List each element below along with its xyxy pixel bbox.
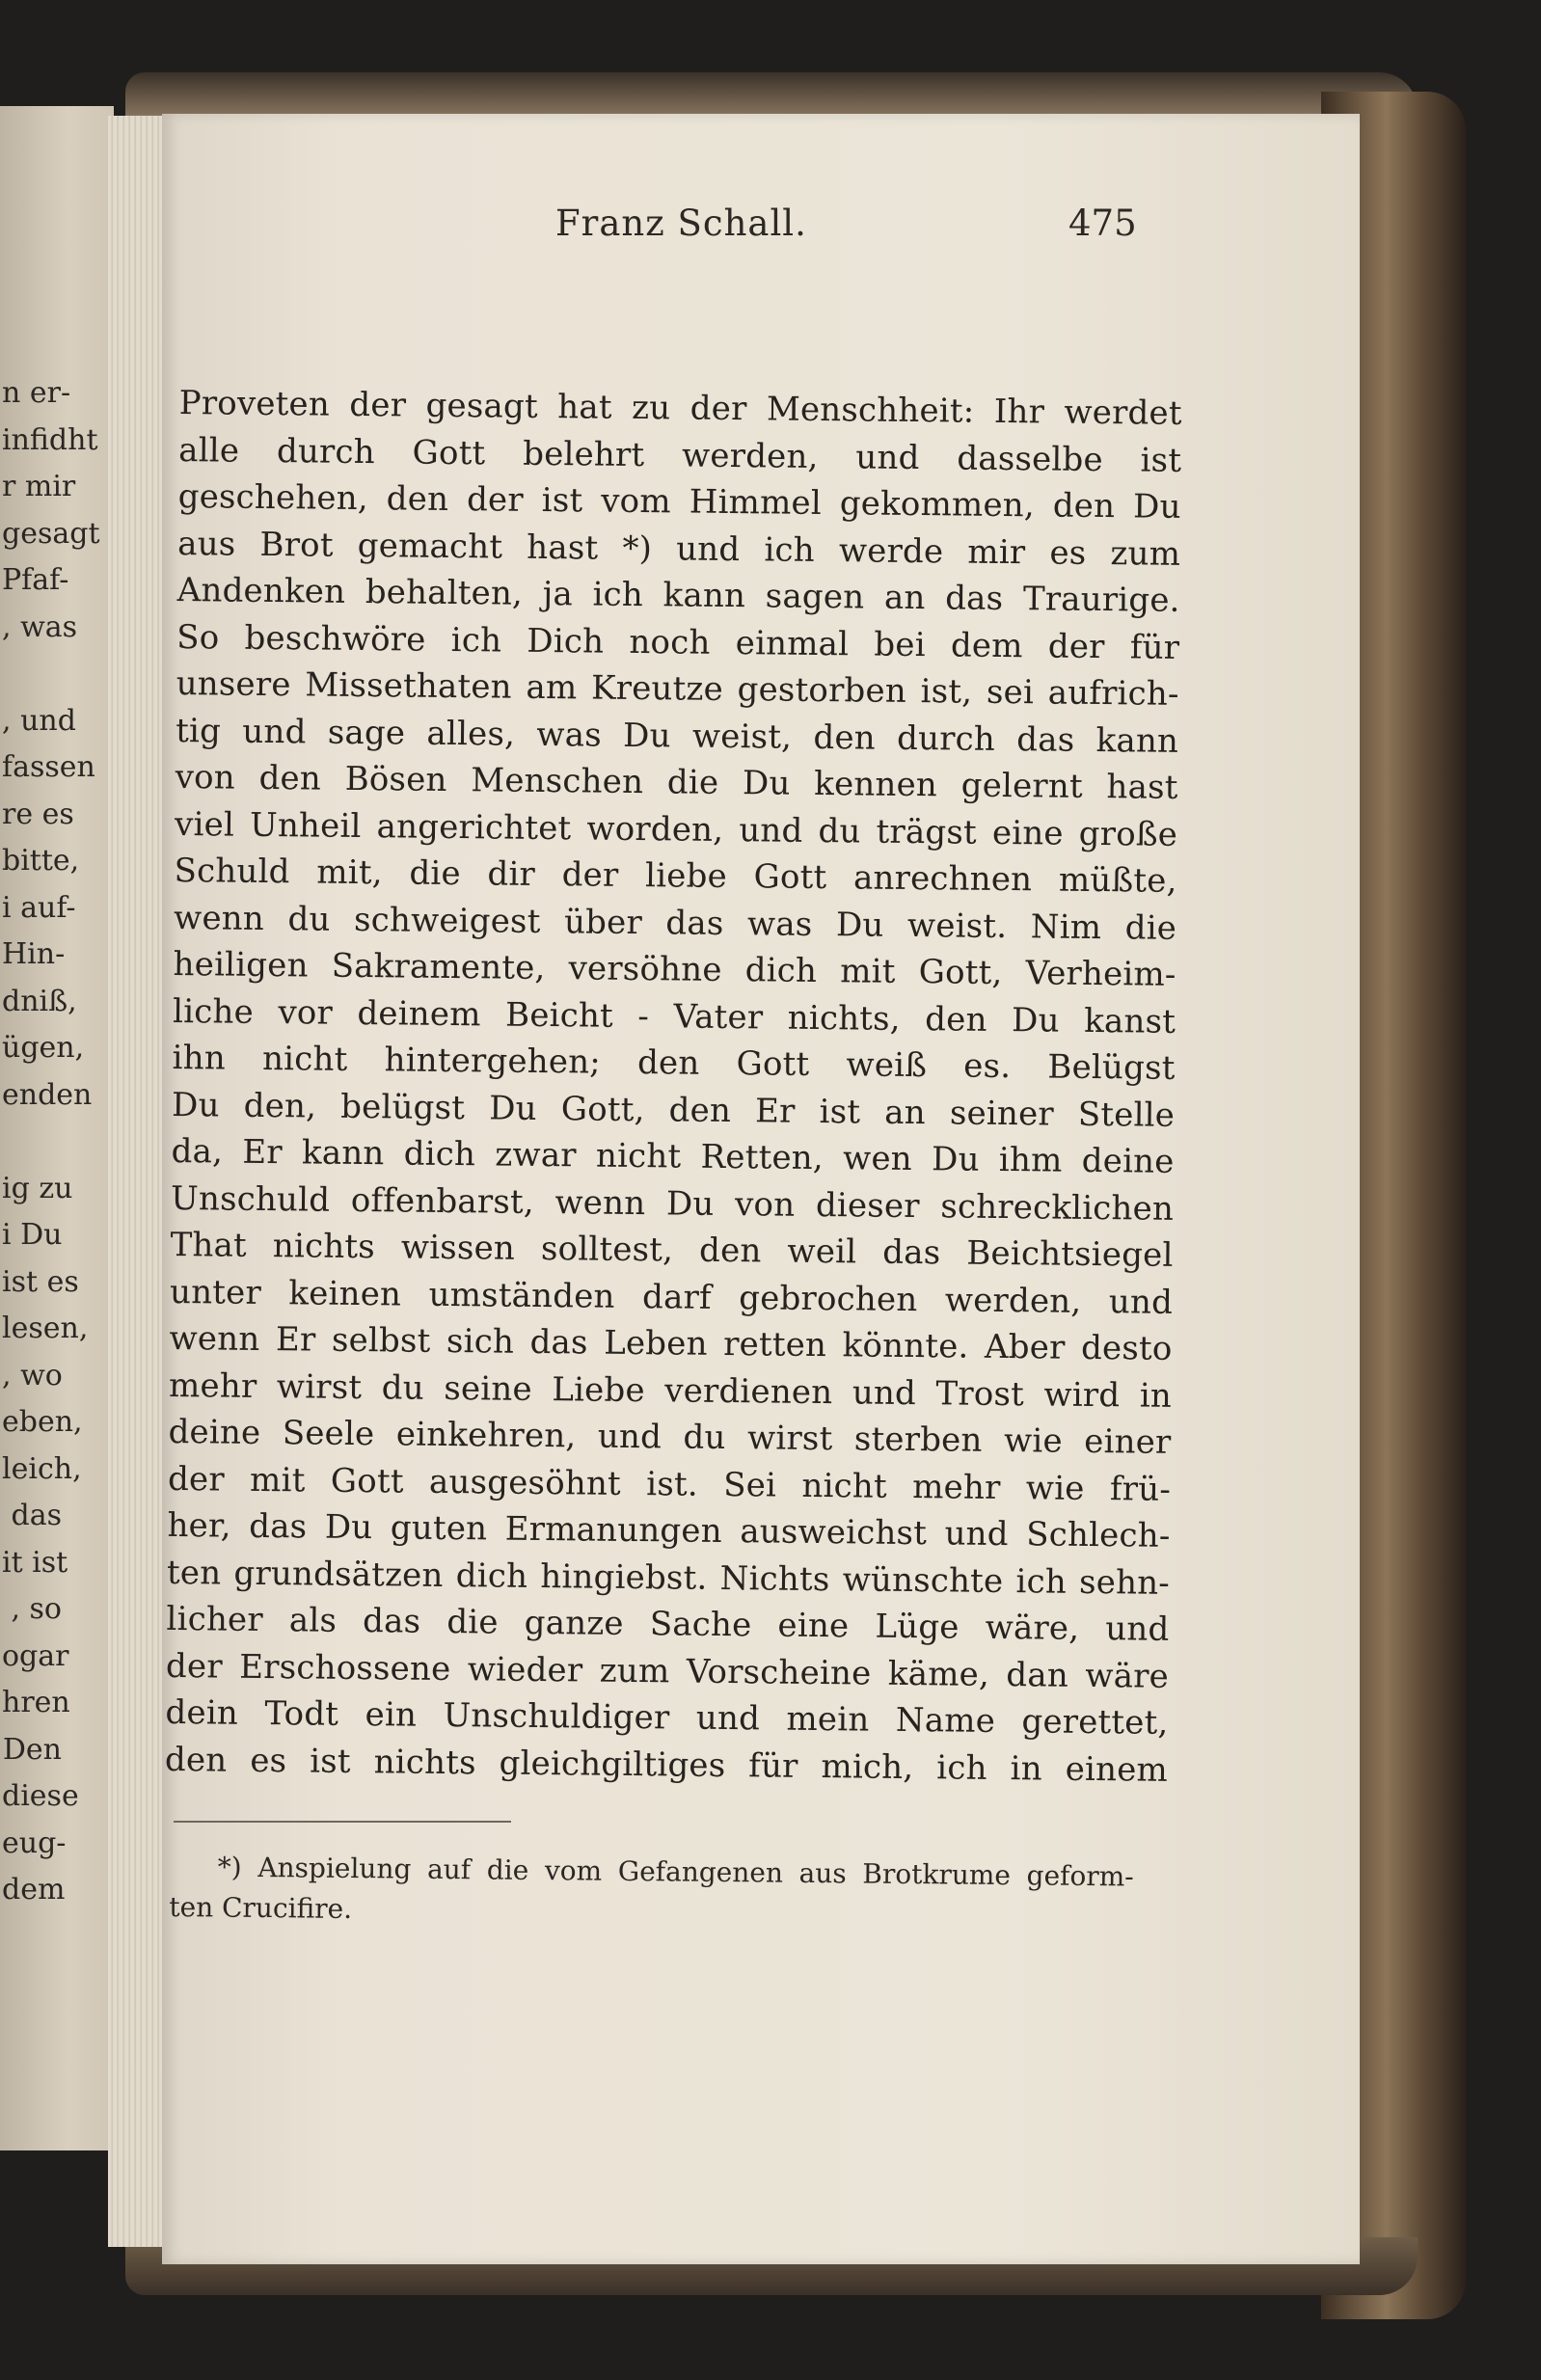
- body-line: geschehen, den der ist vom Himmel gekommen, den Du: [177, 476, 1181, 527]
- left-page-text-fragment: , und: [2, 703, 76, 738]
- body-line: der Erschossene wieder zum Vorscheine käme, dan wäre: [165, 1646, 1170, 1696]
- left-page-text-fragment: das: [11, 1499, 62, 1532]
- body-line: Proveten der gesagt hat zu der Menschheit: Ihr werdet: [178, 383, 1182, 433]
- body-line: der mit Gott ausgesöhnt ist. Sei nicht mehr wie frü-: [167, 1459, 1172, 1509]
- left-page-text-fragment: , wo: [2, 1358, 63, 1393]
- left-page-text-fragment: hren: [2, 1686, 70, 1719]
- left-page-text-fragment: dniß,: [2, 984, 77, 1018]
- body-line: Unschuld offenbarst, wenn Du von dieser schrecklichen: [170, 1178, 1175, 1229]
- left-page-text-fragment: ogar: [2, 1638, 69, 1673]
- body-line: her, das Du guten Ermanungen ausweichst und Schlech-: [167, 1505, 1171, 1555]
- body-line: alle durch Gott belehrt werden, und dasselbe ist: [178, 430, 1182, 480]
- left-page-text-fragment: r mir: [2, 470, 76, 503]
- body-line: licher als das die ganze Sache eine Lüge wäre, und: [166, 1599, 1170, 1649]
- body-line: tig und sage alles, was Du weist, den durch das kann: [175, 711, 1179, 761]
- left-page-text-fragment: it ist: [2, 1545, 68, 1580]
- left-page-text-fragment: bitte,: [2, 844, 80, 878]
- left-page-text-fragment: lesen,: [2, 1312, 89, 1345]
- left-page-text-fragment: re es: [2, 797, 74, 831]
- left-page-text-fragment: i auf-: [2, 890, 76, 925]
- footnote: [169, 1847, 1134, 1937]
- footnote-line: *) Anspielung auf die vom Gefangenen aus Brotkrume geform-: [217, 1851, 1134, 1893]
- body-line: ihn nicht hintergehen; den Gott weiß es. Belügst: [172, 1038, 1176, 1088]
- body-line: dein Todt ein Unschuldiger und mein Name gerettet,: [165, 1692, 1169, 1743]
- body-line: von den Bösen Menschen die Du kennen gelernt hast: [175, 757, 1178, 807]
- footnote-rule: [174, 1821, 511, 1823]
- body-line: heiligen Sakramente, versöhne dich mit Gott, Verheim-: [173, 944, 1176, 994]
- body-line: Schuld mit, die dir der liebe Gott anrechnen müßte,: [174, 851, 1177, 901]
- left-page-text-fragment: , was: [2, 609, 78, 644]
- left-page-text-fragment: dem: [2, 1873, 66, 1907]
- left-page-text-fragment: gesagt: [2, 516, 100, 551]
- left-page-text-fragment: , so: [11, 1592, 62, 1626]
- running-head: [0, 203, 1541, 260]
- body-line: That nichts wissen solltest, den weil das Beichtsiegel: [170, 1225, 1174, 1275]
- body-line: Du den, belügst Du Gott, den Er ist an seiner Stelle: [171, 1085, 1176, 1135]
- left-page-text-fragment: Den: [2, 1732, 62, 1767]
- body-text: [165, 380, 1182, 1794]
- left-page-text-fragment: i Du: [2, 1218, 63, 1252]
- left-page-text-fragment: enden: [2, 1077, 93, 1112]
- left-page-text-fragment: ügen,: [2, 1031, 85, 1065]
- left-page-text-fragment: ig zu: [2, 1171, 73, 1205]
- left-page-fragment: [0, 106, 114, 2150]
- left-page-text-fragment: eben,: [2, 1405, 83, 1439]
- body-line: aus Brot gemacht hast *) und ich werde mir es zum: [177, 524, 1181, 574]
- footnote-line: ten Crucifire.: [169, 1890, 353, 1925]
- body-line: wenn Er selbst sich das Leben retten könnte. Aber desto: [169, 1318, 1173, 1368]
- body-line: ten grundsätzen dich hingiebst. Nichts wünschte ich sehn-: [166, 1553, 1171, 1603]
- running-head-title: Franz Schall.: [555, 203, 807, 244]
- body-line: wenn du schweigest über das was Du weist. Nim die: [173, 898, 1177, 948]
- body-line: deine Seele einkehren, und du wirst sterben wie einer: [168, 1412, 1172, 1462]
- body-line: viel Unheil angerichtet worden, und du trägst eine große: [174, 804, 1178, 854]
- body-line: unsere Missethaten am Kreutze gestorben ist, sei aufrich-: [176, 663, 1179, 714]
- left-page-text-fragment: n er-: [2, 376, 71, 410]
- left-page-text-fragment: Pfaf-: [2, 563, 69, 597]
- left-page-text-fragment: leich,: [2, 1451, 82, 1486]
- left-page-text-fragment: Hin-: [2, 937, 66, 971]
- left-page-text-fragment: fassen: [2, 750, 95, 784]
- left-page-text-fragment: diese: [2, 1779, 79, 1813]
- page-number: 475: [1068, 203, 1137, 244]
- body-line: Andenken behalten, ja ich kann sagen an das Traurige.: [176, 570, 1180, 620]
- body-line: da, Er kann dich zwar nicht Retten, wen Du ihm deine: [171, 1131, 1175, 1181]
- body-line: liche vor deinem Beicht - Vater nichts, den Du kanst: [172, 991, 1176, 1041]
- body-line: mehr wirst du seine Liebe verdienen und Trost wird in: [168, 1366, 1173, 1416]
- body-line: unter keinen umständen darf gebrochen werden, und: [169, 1272, 1174, 1322]
- left-page-text-fragment: ist es: [2, 1264, 79, 1299]
- left-page-text-fragment: eug-: [2, 1826, 67, 1860]
- body-line: den es ist nichts gleichgiltiges für mich, ich in einem: [164, 1740, 1169, 1790]
- left-page-text-fragment: infidht: [2, 422, 98, 457]
- body-line: So beschwöre ich Dich noch einmal bei dem der für: [176, 617, 1180, 667]
